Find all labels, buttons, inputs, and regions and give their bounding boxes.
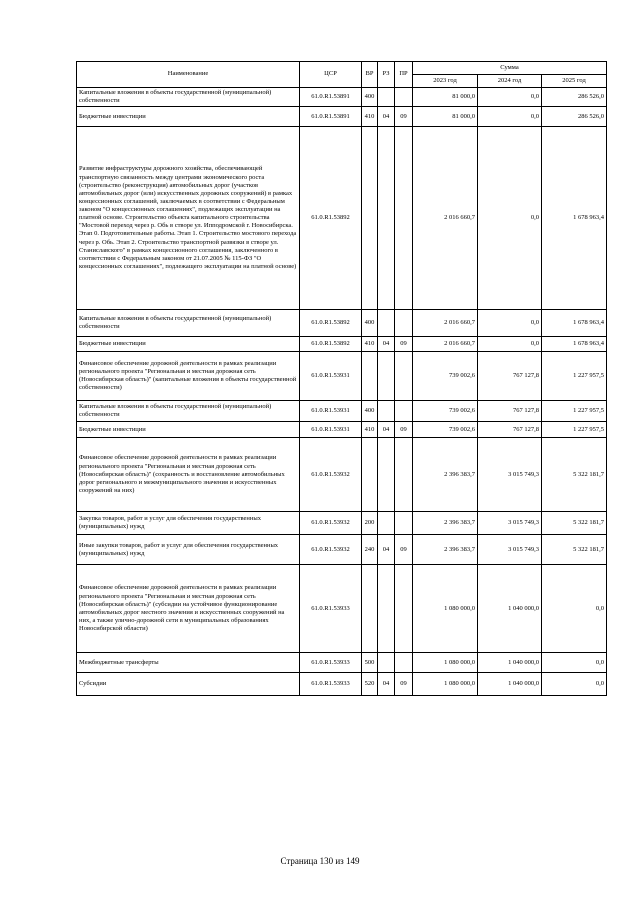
cell-name: Финансовое обеспечение дорожной деятельности в рамках реализации регионального проекта "Региональная и местная дорожная сеть (Новосибирская область)" (сохранность и восстановление автомобильных дорог регионального и межмуниципального значения и искусственных сооружений на них) <box>77 438 300 512</box>
cell-csr: 61.0.R1.53933 <box>300 565 362 653</box>
cell-vr: 500 <box>362 653 378 673</box>
header-year-2024: 2024 год <box>478 75 542 88</box>
cell-rz: 04 <box>378 422 395 438</box>
cell-y2023: 1 080 000,0 <box>413 673 478 696</box>
table-row <box>77 422 607 438</box>
cell-vr <box>362 438 378 512</box>
cell-y2023: 2 016 660,7 <box>413 337 478 352</box>
cell-y2023: 2 016 660,7 <box>413 310 478 337</box>
cell-y2023: 81 000,0 <box>413 107 478 127</box>
cell-vr <box>362 352 378 401</box>
cell-csr: 61.0.R1.53932 <box>300 535 362 565</box>
cell-y2024: 3 015 749,3 <box>478 535 542 565</box>
budget-table <box>76 61 607 696</box>
cell-y2025: 1 678 963,4 <box>542 127 607 310</box>
cell-name: Межбюджетные трансферты <box>77 653 300 673</box>
cell-y2023: 2 396 383,7 <box>413 535 478 565</box>
cell-rz <box>378 653 395 673</box>
cell-rz <box>378 401 395 422</box>
cell-y2025: 5 322 181,7 <box>542 535 607 565</box>
cell-csr: 61.0.R1.53892 <box>300 337 362 352</box>
cell-pr: 09 <box>395 422 413 438</box>
cell-y2024: 767 127,8 <box>478 401 542 422</box>
header-csr: ЦСР <box>300 62 362 88</box>
cell-y2025: 5 322 181,7 <box>542 438 607 512</box>
cell-name: Субсидии <box>77 673 300 696</box>
cell-csr: 61.0.R1.53931 <box>300 422 362 438</box>
cell-rz <box>378 565 395 653</box>
cell-y2025: 286 526,0 <box>542 107 607 127</box>
cell-y2023: 2 396 383,7 <box>413 512 478 535</box>
cell-y2023: 2 016 660,7 <box>413 127 478 310</box>
cell-y2024: 767 127,8 <box>478 422 542 438</box>
header-sum: Сумма <box>413 62 607 75</box>
cell-rz <box>378 310 395 337</box>
cell-name: Капитальные вложения в объекты государственной (муниципальной) собственности <box>77 88 300 107</box>
header-year-2023: 2023 год <box>413 75 478 88</box>
cell-y2025: 286 526,0 <box>542 88 607 107</box>
cell-vr: 400 <box>362 310 378 337</box>
cell-rz: 04 <box>378 337 395 352</box>
cell-csr: 61.0.R1.53931 <box>300 352 362 401</box>
cell-y2024: 0,0 <box>478 127 542 310</box>
cell-name: Финансовое обеспечение дорожной деятельности в рамках реализации регионального проекта "Региональная и местная дорожная сеть (Новосибирская область)" (субсидии на устойчивое функционирование автомобильных дорог местного значения и искусственных сооружений на них, а также улично-дорожной сети в муниципальных образованиях Новосибирской области) <box>77 565 300 653</box>
cell-y2025: 5 322 181,7 <box>542 512 607 535</box>
cell-vr: 410 <box>362 337 378 352</box>
cell-vr: 400 <box>362 88 378 107</box>
cell-pr <box>395 310 413 337</box>
table-body <box>77 88 607 696</box>
cell-y2024: 3 015 749,3 <box>478 438 542 512</box>
cell-rz <box>378 512 395 535</box>
cell-csr: 61.0.R1.53933 <box>300 673 362 696</box>
cell-y2025: 0,0 <box>542 653 607 673</box>
cell-csr: 61.0.R1.53931 <box>300 401 362 422</box>
header-rz: РЗ <box>378 62 395 88</box>
cell-vr: 400 <box>362 401 378 422</box>
cell-y2024: 0,0 <box>478 88 542 107</box>
table-row <box>77 565 607 653</box>
cell-vr <box>362 565 378 653</box>
cell-rz: 04 <box>378 673 395 696</box>
cell-y2024: 0,0 <box>478 107 542 127</box>
cell-pr: 09 <box>395 107 413 127</box>
table-row <box>77 512 607 535</box>
header-name: Наименование <box>77 62 300 88</box>
cell-pr <box>395 512 413 535</box>
page-number: Страница 130 из 149 <box>280 856 360 866</box>
cell-pr: 09 <box>395 337 413 352</box>
cell-pr <box>395 127 413 310</box>
cell-pr <box>395 352 413 401</box>
cell-pr <box>395 565 413 653</box>
cell-y2023: 2 396 383,7 <box>413 438 478 512</box>
cell-y2025: 0,0 <box>542 565 607 653</box>
cell-y2024: 767 127,8 <box>478 352 542 401</box>
cell-vr: 240 <box>362 535 378 565</box>
cell-rz <box>378 438 395 512</box>
table-row <box>77 401 607 422</box>
cell-y2024: 0,0 <box>478 337 542 352</box>
cell-csr: 61.0.R1.53932 <box>300 438 362 512</box>
cell-name: Иные закупки товаров, работ и услуг для обеспечения государственных (муниципальных) нужд <box>77 535 300 565</box>
table-row <box>77 673 607 696</box>
cell-pr <box>395 653 413 673</box>
cell-y2025: 1 227 957,5 <box>542 401 607 422</box>
table-row <box>77 310 607 337</box>
cell-pr <box>395 438 413 512</box>
cell-csr: 61.0.R1.53932 <box>300 512 362 535</box>
cell-y2023: 739 002,6 <box>413 352 478 401</box>
cell-y2023: 739 002,6 <box>413 422 478 438</box>
cell-vr: 520 <box>362 673 378 696</box>
cell-pr <box>395 401 413 422</box>
table-row <box>77 88 607 107</box>
table-row <box>77 337 607 352</box>
table-row <box>77 352 607 401</box>
cell-pr <box>395 88 413 107</box>
cell-vr: 410 <box>362 422 378 438</box>
cell-csr: 61.0.R1.53892 <box>300 310 362 337</box>
cell-rz: 04 <box>378 535 395 565</box>
cell-y2023: 739 002,6 <box>413 401 478 422</box>
table-row <box>77 438 607 512</box>
cell-y2024: 1 040 000,0 <box>478 565 542 653</box>
cell-y2024: 1 040 000,0 <box>478 653 542 673</box>
cell-name: Бюджетные инвестиции <box>77 337 300 352</box>
cell-y2024: 3 015 749,3 <box>478 512 542 535</box>
cell-csr: 61.0.R1.53892 <box>300 127 362 310</box>
cell-name: Развитие инфраструктуры дорожного хозяйства, обеспечивающей транспортную связанность между центрами экономического роста (строительство (реконструкция) автомобильных дорог (участков автомобильных дорог (или) искусственных дорожных сооружений) в рамках концессионных соглашений, заключаемых в соответствии с Федеральным законом "О концессионных соглашениях", подлежащих эксплуатации на платной основе. Строительство объекта капитального строительства "Мостовой переход через р. Обь в створе ул. Ипподромской г. Новосибирска. Этап 0. Подготовительные работы. Этап 1. Строительство мостового перехода через р. Обь. Этап 2. Строительство транспортной развязки в створе ул. Станиславского" в рамках концессионного соглашения, заключенного в соответствии с Федеральным законом от 21.07.2005 № 115-ФЗ "О концессионных соглашениях", подлежащего эксплуатации на платной основе) <box>77 127 300 310</box>
cell-y2024: 0,0 <box>478 310 542 337</box>
header-pr: ПР <box>395 62 413 88</box>
table-row <box>77 535 607 565</box>
cell-y2023: 1 080 000,0 <box>413 653 478 673</box>
table-header <box>77 62 607 88</box>
cell-rz <box>378 352 395 401</box>
cell-csr: 61.0.R1.53891 <box>300 107 362 127</box>
table-row <box>77 127 607 310</box>
cell-name: Закупка товаров, работ и услуг для обеспечения государственных (муниципальных) нужд <box>77 512 300 535</box>
cell-y2025: 1 227 957,5 <box>542 422 607 438</box>
cell-pr: 09 <box>395 535 413 565</box>
cell-y2025: 0,0 <box>542 673 607 696</box>
table-row <box>77 653 607 673</box>
cell-name: Финансовое обеспечение дорожной деятельности в рамках реализации регионального проекта "Региональная и местная дорожная сеть (Новосибирская область)" (капитальные вложения в объекты государственной собственности) <box>77 352 300 401</box>
cell-rz <box>378 88 395 107</box>
cell-name: Капитальные вложения в объекты государственной (муниципальной) собственности <box>77 401 300 422</box>
cell-name: Капитальные вложения в объекты государственной (муниципальной) собственности <box>77 310 300 337</box>
cell-y2025: 1 678 963,4 <box>542 337 607 352</box>
header-year-2025: 2025 год <box>542 75 607 88</box>
table-row <box>77 107 607 127</box>
cell-vr: 200 <box>362 512 378 535</box>
cell-y2023: 81 000,0 <box>413 88 478 107</box>
cell-y2025: 1 227 957,5 <box>542 352 607 401</box>
cell-name: Бюджетные инвестиции <box>77 107 300 127</box>
cell-rz: 04 <box>378 107 395 127</box>
cell-vr: 410 <box>362 107 378 127</box>
cell-vr <box>362 127 378 310</box>
cell-csr: 61.0.R1.53933 <box>300 653 362 673</box>
cell-pr: 09 <box>395 673 413 696</box>
cell-y2024: 1 040 000,0 <box>478 673 542 696</box>
header-vr: ВР <box>362 62 378 88</box>
cell-y2025: 1 678 963,4 <box>542 310 607 337</box>
cell-csr: 61.0.R1.53891 <box>300 88 362 107</box>
cell-y2023: 1 080 000,0 <box>413 565 478 653</box>
cell-rz <box>378 127 395 310</box>
cell-name: Бюджетные инвестиции <box>77 422 300 438</box>
